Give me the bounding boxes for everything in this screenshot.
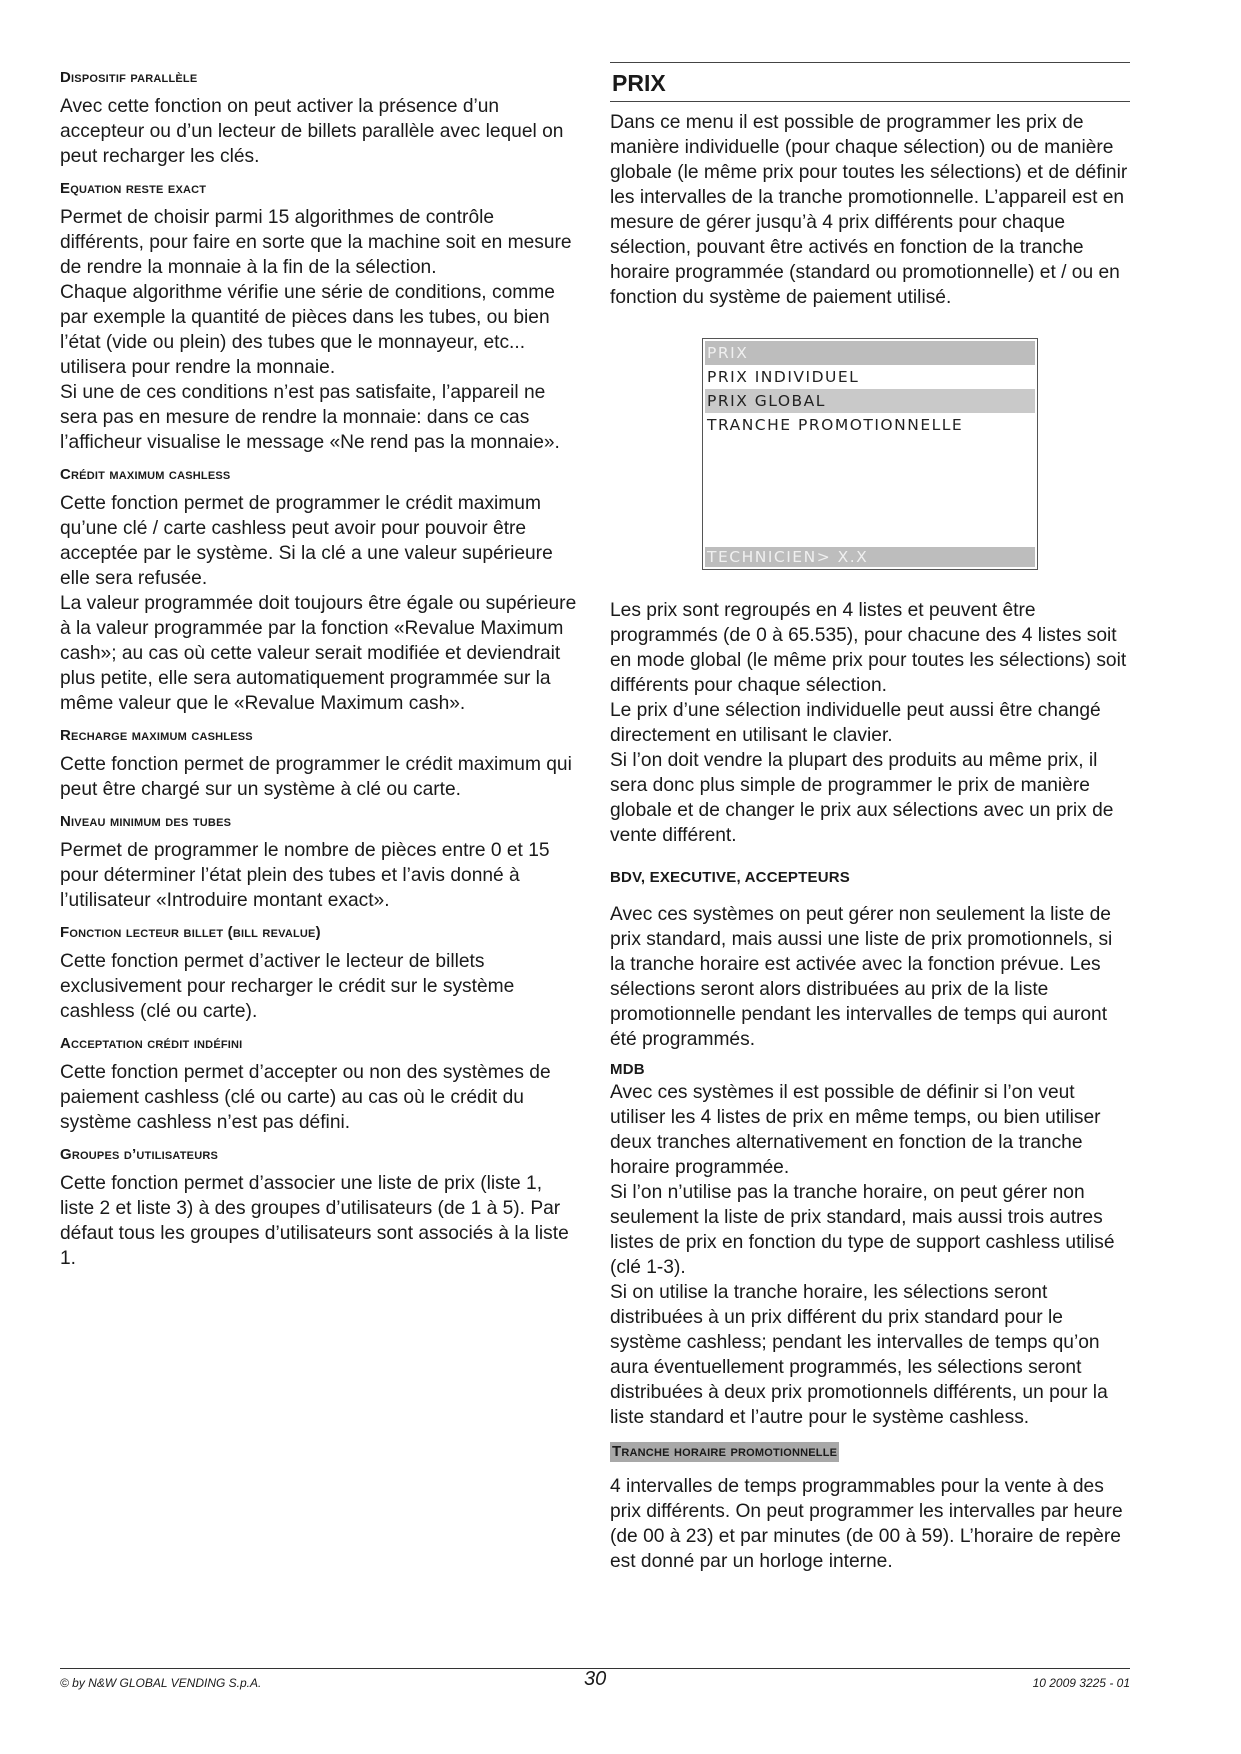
menu-footer: TECHNICIEN> X.X	[705, 547, 1035, 567]
section-title-niveau-tubes: Niveau minimum des tubes	[60, 813, 232, 830]
paragraph: Avec cette fonction on peut activer la présence d’un accepteur ou d’un lecteur de billets parallèle avec lequel on peut recharger les clés.	[60, 96, 564, 167]
menu-item-prix-global: PRIX GLOBAL	[705, 389, 1035, 413]
section-title-bdv: BDV, EXECUTIVE, ACCEPTEURS	[610, 869, 850, 886]
paragraph: Permet de choisir parmi 15 algorithmes de contrôle différents, pour faire en sorte que la machine soit en mesure de rendre la monnaie à la fin de la sélection.	[60, 207, 572, 278]
paragraph: Si l’on n’utilise pas la tranche horaire, on peut gérer non seulement la liste de prix standard, mais aussi trois autres listes de prix en fonction du type de support cashless utilisé (clé 1-3).	[610, 1182, 1115, 1278]
paragraph: 4 intervalles de temps programmables pour la vente à des prix différents. On peut programmer les intervalles par heure (de 00 à 23) et par minutes (de 00 à 59). L’horaire de repère est donné par un horloge interne.	[610, 1476, 1123, 1572]
paragraph: Cette fonction permet d’associer une liste de prix (liste 1, liste 2 et liste 3) à des groupes d’utilisateurs (de 1 à 5). Par défaut tous les groupes d’utilisateurs sont associés à la liste 1.	[60, 1173, 569, 1269]
section-heading-prix: PRIX	[610, 62, 1130, 102]
section-title-tranche: Tranche horaire promotionnelle	[612, 1443, 838, 1460]
menu-item-prix-individuel: PRIX INDIVIDUEL	[707, 368, 860, 386]
paragraph: Cette fonction permet de programmer le crédit maximum qui peut être chargé sur un système à clé ou carte.	[60, 754, 572, 800]
right-column	[610, 62, 1130, 1574]
section-title-recharge-max: Recharge maximum cashless	[60, 727, 253, 744]
paragraph: Chaque algorithme vérifie une série de conditions, comme par exemple la quantité de pièces dans les tubes, ou bien l’état (vide ou plein) des tubes que le monnayeur, etc... utilisera pour rendre la monnaie.	[60, 282, 555, 378]
section-title-dispositif: Dispositif parallèle	[60, 69, 198, 86]
menu-title: PRIX	[705, 341, 1035, 365]
page-number: 30	[584, 1668, 607, 1690]
paragraph: Cette fonction permet de programmer le crédit maximum qu’une clé / carte cashless peut avoir pour pouvoir être acceptée par le système. Si la clé a une valeur supérieure elle sera refusée.	[60, 493, 553, 589]
menu-item-tranche-promotionnelle: TRANCHE PROMOTIONNELLE	[707, 416, 964, 434]
section-title-groupes: Groupes d’utilisateurs	[60, 1146, 219, 1163]
paragraph: Le prix d’une sélection individuelle peut aussi être changé directement en utilisant le clavier.	[610, 700, 1101, 746]
paragraph: Dans ce menu il est possible de programmer les prix de manière individuelle (pour chaque sélection) ou de manière globale (le même prix pour toutes les sélections) et de définir les intervalles de la tranche promotionnelle. L’appareil est en mesure de gérer jusqu’à 4 prix différents pour chaque sélection, pouvant être activés en fonction de la tranche horaire programmée (standard ou promotionnelle) et / ou en fonction du système de paiement utilisé.	[610, 112, 1128, 308]
paragraph: Cette fonction permet d’activer le lecteur de billets exclusivement pour recharger le crédit sur le système cashless (clé ou carte).	[60, 951, 515, 1022]
paragraph: Si l’on doit vendre la plupart des produits au même prix, il sera donc plus simple de programmer le prix de manière globale et de changer le prix aux sélections avec un prix de vente différent.	[610, 750, 1114, 846]
paragraph: Permet de programmer le nombre de pièces entre 0 et 15 pour déterminer l’état plein des tubes et l’avis donné à l’utilisateur «Introduire montant exact».	[60, 840, 550, 911]
paragraph: Cette fonction permet d’accepter ou non des systèmes de paiement cashless (clé ou carte) au cas où le crédit du système cashless n’est pas défini.	[60, 1062, 551, 1133]
paragraph: Si on utilise la tranche horaire, les sélections seront distribuées à un prix différent du prix standard pour le système cashless; pendant les intervalles de temps qu’on aura éventuellement programmés, les sélections seront distribuées à deux prix promotionnels différents, un pour la liste standard et l’autre pour le système cashless.	[610, 1282, 1108, 1428]
paragraph: La valeur programmée doit toujours être égale ou supérieure à la valeur programmée par la fonction «Revalue Maximum cash»; au cas où cette valeur serait modifiée et deviendrait plus petite, elle sera automatiquement programmée sur la même valeur que le «Revalue Maximum cash».	[60, 593, 577, 714]
section-title-credit-max: Crédit maximum cashless	[60, 466, 231, 483]
display-menu	[702, 338, 1038, 570]
footer-copyright: © by N&W GLOBAL VENDING S.p.A.	[60, 1676, 262, 1690]
footer-doc-code: 10 2009 3225 - 01	[1032, 1676, 1130, 1690]
section-title-lecteur-billet: Fonction lecteur billet (bill revalue)	[60, 924, 321, 941]
paragraph: Les prix sont regroupés en 4 listes et peuvent être programmés (de 0 à 65.535), pour chacune des 4 listes soit en mode global (le même prix pour toutes les sélections) soit différents pour chaque sélection.	[610, 600, 1127, 696]
paragraph: Avec ces systèmes on peut gérer non seulement la liste de prix standard, mais aussi une liste de prix promotionnels, si la tranche horaire est activée avec la fonction prévue. Les sélections seront alors distribuées au prix de la liste promotionnelle pendant les intervalles de temps qui auront été programmés.	[610, 904, 1113, 1050]
paragraph: Avec ces systèmes il est possible de définir si l’on veut utiliser les 4 listes de prix en même temps, ou bien utiliser deux tranches alternativement en fonction de la tranche horaire programmée.	[610, 1082, 1101, 1178]
section-title-acceptation: Acceptation crédit indéfini	[60, 1035, 243, 1052]
section-title-mdb: MDB	[610, 1061, 645, 1078]
paragraph: Si une de ces conditions n’est pas satisfaite, l’appareil ne sera pas en mesure de rendre la monnaie: dans ce cas l’afficheur visualise le message «Ne rend pas la monnaie».	[60, 382, 560, 453]
left-column	[60, 62, 580, 1271]
section-title-equation: Equation reste exact	[60, 180, 207, 197]
